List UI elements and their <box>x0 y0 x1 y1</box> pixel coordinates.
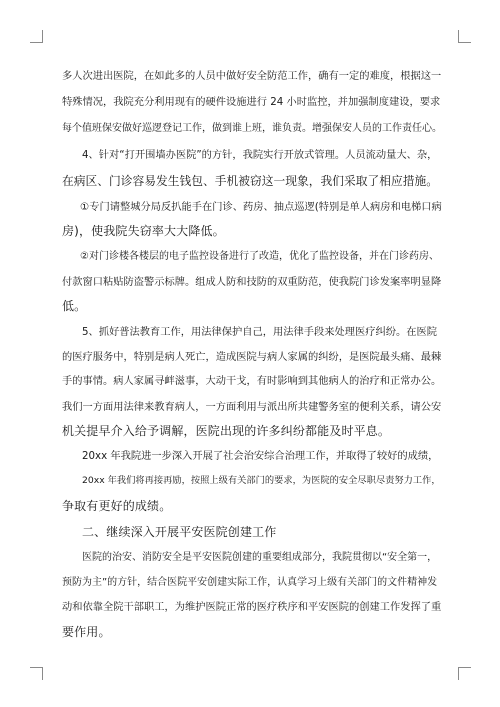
text-line: 机关提早介入给予调解，医院出现的许多纠纷都能及时平息。 <box>62 424 391 438</box>
text-line: 要作用。 <box>62 625 111 639</box>
text-line: 预防为主”的方针，结合医院平安创建实际工作，认真学习上级有关部门的文件精神发 <box>62 577 438 588</box>
text-line: 每个值班保安做好巡逻登记工作，做到谁上班，谁负责。增强保安人员的工作责任心。 <box>62 123 442 134</box>
section-heading: 二、继续深入开展平安医院创建工作 <box>82 525 277 539</box>
text-line: 付款窗口粘贴防盗警示标牌。组成人防和技防的双重防范，使我院门诊发案率明显降 <box>62 276 442 288</box>
text-line: 在病区、门诊容易发生钱包、手机被窃这一现象，我们采取了相应措施。 <box>62 174 438 188</box>
text-line: 手的事情。病人家属寻衅滋事，大动干戈，有时影响到其他病人的治疗和正常办公。 <box>62 375 442 387</box>
crop-mark-bottom-right <box>458 667 471 680</box>
text-line: 争取有更好的成绩。 <box>62 499 172 513</box>
text-line: 低。 <box>62 299 87 313</box>
text-line: 20xx 年我们将再接再励，按照上级有关部门的要求，为医院的安全尽职尽责努力工作， <box>82 475 441 486</box>
text-line: 医院的治安、消防安全是平安医院创建的重要组成部分，我院贯彻以“安全第一， <box>82 552 438 563</box>
text-line: 4、针对“打开围墙办医院”的方针，我院实行开放式管理。人员流动量大、杂， <box>82 149 438 161</box>
text-line: 5、抓好普法教育工作，用法律保护自己，用法律手段来处理医疗纠纷。在医院 <box>82 326 438 338</box>
crop-mark-bottom-left <box>30 667 43 680</box>
text-line: 特殊情况，我院充分利用现有的硬件设施进行 24 小时监控，并加强制度建设，要求 <box>62 96 441 108</box>
text-line: 房)，使我院失窃率大大降低。 <box>62 224 225 238</box>
text-line: 20xx 年我院进一步深入开展了社会治安综合治理工作，并取得了较好的成绩， <box>82 450 439 462</box>
crop-mark-top-left <box>30 30 43 43</box>
text-line: 的医疗服务中，特别是病人死亡，造成医院与病人家属的纠纷，是医院最头痛、最棘 <box>62 351 442 363</box>
text-line: 我们一方面用法律来教育病人，一方面利用与派出所共建警务室的便利关系，请公安 <box>62 401 442 413</box>
text-line: ②对门诊楼各楼层的电子监控设备进行了改造，优化了监控设备，并在门诊药房、 <box>80 251 439 262</box>
text-line: ①专门请整城分局反扒能手在门诊、药房、抽点巡逻(特别是单人病房和电梯口病 <box>80 201 442 213</box>
crop-mark-top-right <box>458 30 471 43</box>
text-line: 多人次进出医院，在如此多的人员中做好安全防范工作，确有一定的难度，根据这一 <box>62 70 442 82</box>
text-line: 动和依靠全院干部职工，为维护医院正常的医疗秩序和平安医院的创建工作发挥了重 <box>62 601 442 613</box>
